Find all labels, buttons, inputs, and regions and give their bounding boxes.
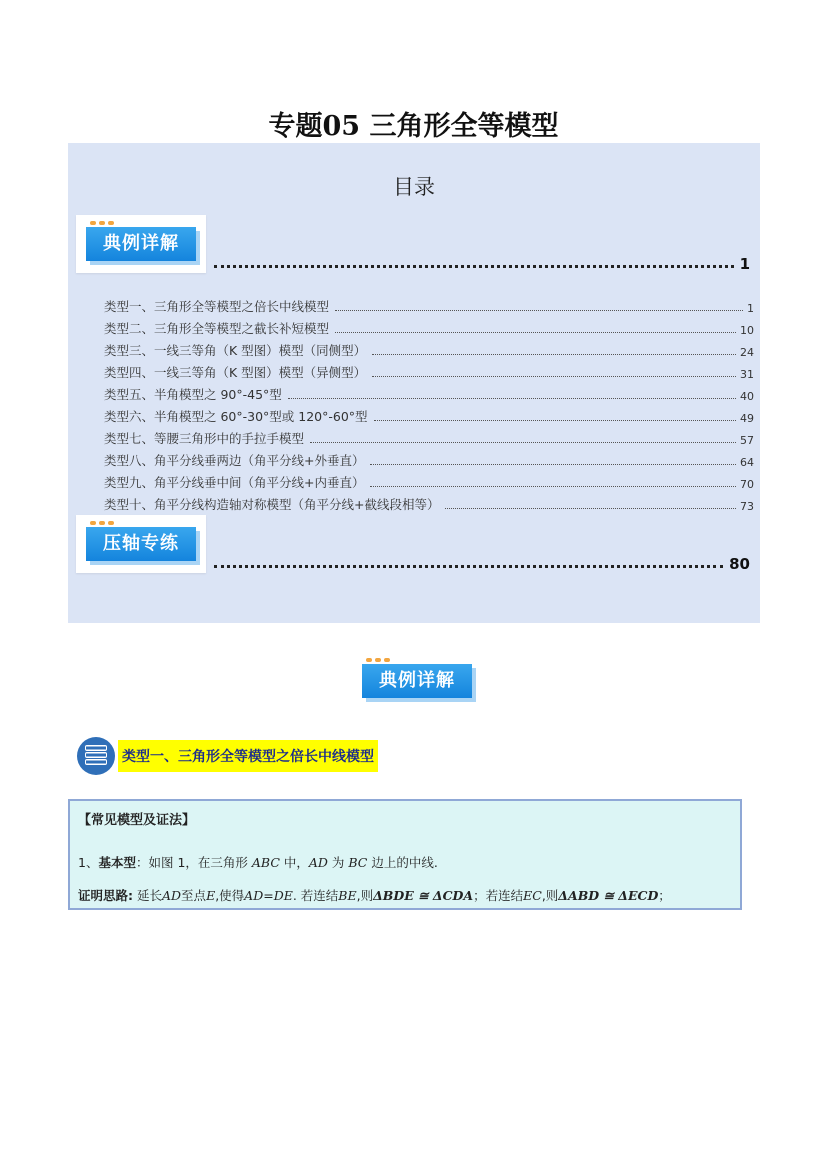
toc-section2-leader[interactable] (214, 555, 750, 573)
toc-heading: 目录 (393, 175, 435, 199)
toc-item[interactable]: 类型九、角平分线垂中间（角平分线+内垂直） 70 (104, 475, 754, 491)
toc-item[interactable]: 类型四、一线三等角（K 型图）模型（异侧型） 31 (104, 365, 754, 381)
toc-badge-examples[interactable] (76, 215, 206, 273)
badge-dots-icon (90, 221, 114, 225)
table-of-contents (68, 143, 760, 623)
toc-item[interactable]: 类型六、半角模型之 60°-30°型或 120°-60°型 49 (104, 409, 754, 425)
badge-dots-icon (366, 658, 390, 662)
section-type1-header (76, 736, 378, 776)
toc-section2-page: 80 (729, 555, 750, 573)
section-type1-label: 类型一、三角形全等模型之倍长中线模型 (118, 740, 378, 772)
toc-item[interactable]: 类型三、一线三等角（K 型图）模型（同侧型） 24 (104, 343, 754, 359)
congruence-1: ΔBDE ≅ ΔCDA (373, 888, 474, 903)
badge-dots-icon (90, 521, 114, 525)
toc-badge-examples-label: 典例详解 (86, 227, 196, 261)
toc-section1-page: 1 (739, 255, 750, 273)
toc-badge-practice-label: 压轴专练 (86, 527, 196, 561)
toc-item[interactable]: 类型五、半角模型之 90°-45°型 40 (104, 387, 754, 403)
page-title: 专题05 三角形全等模型 (268, 111, 559, 142)
model-box (68, 799, 742, 910)
toc-item[interactable]: 类型七、等腰三角形中的手拉手模型 57 (104, 431, 754, 447)
toc-item[interactable]: 类型八、角平分线垂两边（角平分线+外垂直） 64 (104, 453, 754, 469)
basic-model-text: 1、基本型：如图 1，在三角形 ABC 中，AD 为 BC 边上的中线. (78, 855, 438, 870)
section-badge-examples-label: 典例详解 (362, 664, 472, 698)
books-icon (76, 736, 116, 776)
toc-badge-practice[interactable] (76, 515, 206, 573)
proof-text: 证明思路: 延长AD至点E,使得AD=DE. 若连结BE,则ΔBDE ≅ ΔCDA；若连结EC,则ΔABD ≅ ΔECD； (78, 888, 671, 903)
toc-item[interactable]: 类型一、三角形全等模型之倍长中线模型 1 (104, 299, 754, 315)
congruence-2: ΔABD ≅ ΔECD (558, 888, 659, 903)
toc-item[interactable]: 类型十、角平分线构造轴对称模型（角平分线+截线段相等） 73 (104, 497, 754, 513)
toc-list (104, 293, 754, 513)
toc-section1-leader[interactable] (214, 255, 750, 273)
section-badge-examples (352, 652, 482, 710)
model-heading: 【常见模型及证法】 (78, 813, 196, 828)
toc-item[interactable]: 类型二、三角形全等模型之截长补短模型 10 (104, 321, 754, 337)
